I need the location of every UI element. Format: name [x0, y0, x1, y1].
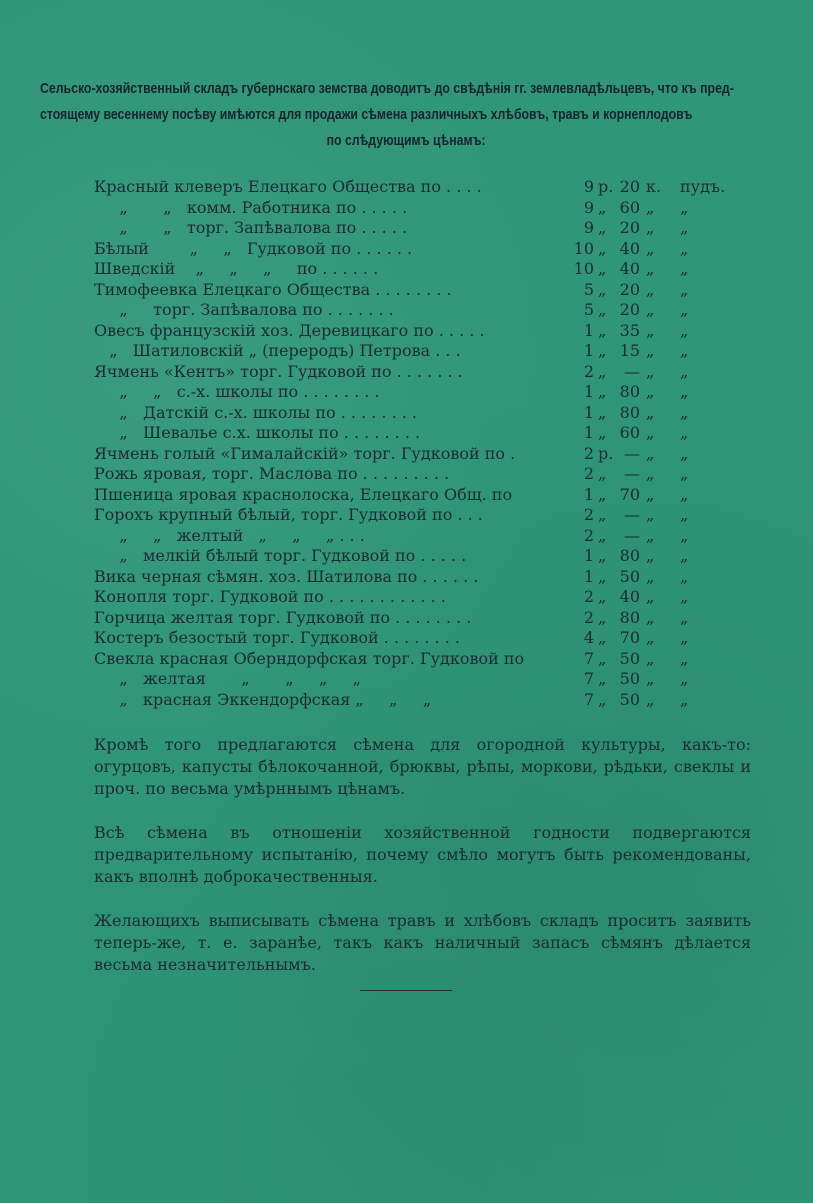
- price-kopecks-sign: „: [646, 300, 655, 319]
- price-kopecks-sign: „: [646, 628, 655, 647]
- price-rubles: 2: [583, 443, 594, 463]
- price-unit: пудъ.: [680, 177, 726, 196]
- price-row: [94, 546, 734, 567]
- price-kopecks-sign: „: [646, 197, 655, 217]
- price-rubles: 7: [583, 689, 594, 709]
- price-rubles-sign: „: [598, 218, 607, 237]
- price-row: [94, 505, 734, 526]
- price-rubles: 10: [573, 259, 594, 278]
- price-row: [94, 341, 734, 362]
- price-kopecks-sign: „: [646, 669, 655, 688]
- price-kopecks: 20: [619, 279, 640, 299]
- price-rubles-sign: „: [598, 320, 607, 340]
- price-rubles-sign: „: [598, 238, 607, 258]
- price-kopecks: —: [624, 443, 640, 463]
- price-kopecks-sign: „: [646, 505, 655, 524]
- price-rubles-sign: „: [598, 566, 607, 586]
- price-row: [94, 628, 734, 649]
- price-item-name: Овесъ французскій хоз. Деревицкаго по . . . . .: [94, 320, 485, 340]
- price-item-name: „ Шатиловскій „ (переродъ) Петрова . . .: [94, 341, 461, 360]
- price-kopecks-sign: „: [646, 587, 655, 606]
- price-row: [94, 485, 734, 506]
- price-row: [94, 526, 734, 547]
- price-kopecks: 40: [619, 587, 640, 606]
- price-item-name: Вика черная сѣмян. хоз. Шатилова по . . . . . .: [94, 566, 479, 586]
- price-unit: „: [680, 341, 689, 360]
- price-row: [94, 669, 734, 690]
- price-unit: „: [680, 423, 689, 442]
- closing-rule: [360, 990, 452, 991]
- price-kopecks: 80: [619, 402, 640, 422]
- price-kopecks: —: [624, 525, 640, 545]
- price-unit: „: [680, 259, 689, 278]
- price-kopecks: 80: [619, 607, 640, 627]
- price-rubles: 2: [583, 464, 594, 483]
- price-rubles-sign: „: [598, 525, 607, 545]
- price-unit: „: [680, 546, 689, 565]
- price-kopecks: 20: [619, 218, 640, 237]
- price-item-name: Тимофеевка Елецкаго Общества . . . . . . . .: [94, 279, 452, 299]
- price-item-name: „ „ с.-х. школы по . . . . . . . .: [94, 382, 380, 401]
- price-row: [94, 218, 734, 239]
- price-kopecks-sign: „: [646, 238, 655, 258]
- price-item-name: Бѣлый „ „ Гудковой по . . . . . .: [94, 238, 413, 258]
- price-row: [94, 608, 734, 629]
- price-item-name: „ торг. Запѣвалова по . . . . . . .: [94, 300, 394, 319]
- paragraph-seed-quality: Всѣ сѣмена въ отношеніи хозяйственной годности подвергаются предварительному испытанію, почему смѣло могутъ быть рекомендованы, какъ вполнѣ доброкачественныя.: [94, 823, 751, 886]
- price-rubles: 1: [583, 566, 594, 586]
- price-rubles-sign: „: [598, 546, 607, 565]
- price-row: [94, 444, 734, 465]
- price-rubles-sign: „: [598, 607, 607, 627]
- price-rubles: 9: [583, 218, 594, 237]
- price-rubles: 1: [583, 423, 594, 442]
- price-kopecks: 70: [619, 484, 640, 504]
- price-kopecks-sign: „: [646, 402, 655, 422]
- price-rubles-sign: р.: [598, 443, 614, 463]
- price-kopecks-sign: „: [646, 443, 655, 463]
- price-rubles-sign: „: [598, 669, 607, 688]
- price-row: [94, 300, 734, 321]
- price-rubles: 2: [583, 587, 594, 606]
- price-rubles: 9: [583, 197, 594, 217]
- price-rubles: 5: [583, 279, 594, 299]
- price-row: [94, 280, 734, 301]
- price-rubles: 2: [583, 361, 594, 381]
- price-unit: „: [680, 402, 689, 422]
- price-rubles: 5: [583, 300, 594, 319]
- announcement-heading: [40, 76, 772, 154]
- price-kopecks: 70: [619, 628, 640, 647]
- price-item-name: Костеръ безостый торг. Гудковой . . . . . . . .: [94, 628, 461, 647]
- price-kopecks-sign: „: [646, 259, 655, 278]
- price-kopecks: 20: [619, 177, 640, 196]
- price-item-name: Пшеница яровая краснолоскa, Елецкаго Общ. по: [94, 484, 513, 504]
- price-unit: „: [680, 689, 689, 709]
- price-kopecks: 40: [619, 259, 640, 278]
- price-kopecks: 50: [619, 689, 640, 709]
- price-item-name: „ Датскій с.-х. школы по . . . . . . . .: [94, 402, 418, 422]
- price-kopecks-sign: к.: [646, 177, 662, 196]
- price-rubles: 1: [583, 402, 594, 422]
- heading-line-2: стоящему весеннему посѣву имѣются для продажи сѣмена различныхъ хлѣбовъ, травъ и корнеплодовъ: [40, 106, 693, 123]
- price-row: [94, 464, 734, 485]
- price-row: [94, 649, 734, 670]
- price-item-name: Рожь яровая, торг. Маслова по . . . . . . . . .: [94, 464, 450, 483]
- price-kopecks-sign: „: [646, 382, 655, 401]
- price-kopecks: 15: [619, 341, 640, 360]
- price-rubles: 2: [583, 505, 594, 524]
- price-row: [94, 690, 734, 711]
- paragraph-order-request: Желающихъ выписывать сѣмена травъ и хлѣбовъ складъ проситъ заявить теперь-же, т. е. заранѣе, такъ какъ наличный запасъ сѣмянъ дѣлается весьма незначительнымъ.: [94, 911, 751, 974]
- price-row: [94, 382, 734, 403]
- price-kopecks: 50: [619, 669, 640, 688]
- price-item-name: „ „ комм. Работника по . . . . .: [94, 197, 408, 217]
- price-kopecks-sign: „: [646, 525, 655, 545]
- price-unit: „: [680, 607, 689, 627]
- price-list: [94, 177, 734, 710]
- price-unit: „: [680, 648, 689, 668]
- price-item-name: Горохъ крупный бѣлый, торг. Гудковой по . . .: [94, 505, 483, 524]
- price-rubles-sign: „: [598, 648, 607, 668]
- price-item-name: Ячмень «Кентъ» торг. Гудковой по . . . . . . .: [94, 361, 463, 381]
- price-row: [94, 423, 734, 444]
- price-kopecks-sign: „: [646, 464, 655, 483]
- price-rubles: 4: [583, 628, 594, 647]
- price-row: [94, 259, 734, 280]
- price-unit: „: [680, 382, 689, 401]
- price-rubles-sign: „: [598, 361, 607, 381]
- price-kopecks: 80: [619, 546, 640, 565]
- price-rubles-sign: „: [598, 587, 607, 606]
- price-rubles-sign: „: [598, 279, 607, 299]
- price-unit: „: [680, 484, 689, 504]
- price-kopecks: 60: [619, 197, 640, 217]
- price-item-name: Красный клеверъ Елецкаго Общества по . . . .: [94, 177, 482, 196]
- price-unit: „: [680, 300, 689, 319]
- price-kopecks: 35: [619, 320, 640, 340]
- price-unit: „: [680, 279, 689, 299]
- price-rubles-sign: „: [598, 464, 607, 483]
- price-row: [94, 239, 734, 260]
- price-row: [94, 587, 734, 608]
- price-kopecks-sign: „: [646, 320, 655, 340]
- price-rubles-sign: р.: [598, 177, 614, 196]
- price-rubles-sign: „: [598, 484, 607, 504]
- price-unit: „: [680, 361, 689, 381]
- price-kopecks: 50: [619, 648, 640, 668]
- price-unit: „: [680, 197, 689, 217]
- price-kopecks: 20: [619, 300, 640, 319]
- price-unit: „: [680, 587, 689, 606]
- price-unit: „: [680, 525, 689, 545]
- price-kopecks: —: [624, 505, 640, 524]
- price-rubles: 1: [583, 546, 594, 565]
- price-item-name: „ „ желтый „ „ „ . . .: [94, 525, 365, 545]
- price-row: [94, 177, 734, 198]
- price-rubles: 10: [573, 238, 594, 258]
- price-row: [94, 362, 734, 383]
- price-unit: „: [680, 443, 689, 463]
- price-rubles-sign: „: [598, 423, 607, 442]
- price-rubles: 1: [583, 320, 594, 340]
- price-item-name: Шведскій „ „ „ по . . . . . .: [94, 259, 379, 278]
- price-rubles-sign: „: [598, 259, 607, 278]
- price-kopecks: —: [624, 464, 640, 483]
- price-rubles: 2: [583, 525, 594, 545]
- price-rubles-sign: „: [598, 505, 607, 524]
- price-unit: „: [680, 505, 689, 524]
- price-kopecks-sign: „: [646, 607, 655, 627]
- price-rubles-sign: „: [598, 628, 607, 647]
- price-kopecks-sign: „: [646, 279, 655, 299]
- price-kopecks-sign: „: [646, 689, 655, 709]
- price-kopecks-sign: „: [646, 484, 655, 504]
- price-kopecks: 50: [619, 566, 640, 586]
- price-unit: „: [680, 218, 689, 237]
- price-rubles: 1: [583, 484, 594, 504]
- price-unit: „: [680, 464, 689, 483]
- price-kopecks: —: [624, 361, 640, 381]
- price-kopecks-sign: „: [646, 218, 655, 237]
- price-item-name: „ Шевалье с.х. школы по . . . . . . . .: [94, 423, 421, 442]
- price-rubles-sign: „: [598, 197, 607, 217]
- price-row: [94, 403, 734, 424]
- price-item-name: Конопля торг. Гудковой по . . . . . . . . . . . .: [94, 587, 446, 606]
- price-item-name: „ мелкій бѣлый торг. Гудковой по . . . . .: [94, 546, 467, 565]
- price-rubles-sign: „: [598, 402, 607, 422]
- price-kopecks-sign: „: [646, 423, 655, 442]
- price-rubles-sign: „: [598, 689, 607, 709]
- price-kopecks-sign: „: [646, 566, 655, 586]
- price-item-name: Ячмень голый «Гималайскій» торг. Гудковой по .: [94, 443, 516, 463]
- price-rubles: 7: [583, 648, 594, 668]
- price-item-name: Горчица желтая торг. Гудковой по . . . . . . . .: [94, 607, 472, 627]
- price-unit: „: [680, 320, 689, 340]
- price-row: [94, 198, 734, 219]
- price-kopecks: 40: [619, 238, 640, 258]
- price-kopecks-sign: „: [646, 648, 655, 668]
- price-rubles-sign: „: [598, 300, 607, 319]
- heading-line-1: Сельско-хозяйственный складъ губернскаго земства доводитъ до свѣдѣнія гг. землевладѣльцевъ, что къ пред-: [40, 80, 734, 97]
- price-rubles: 9: [583, 177, 594, 196]
- price-rubles: 2: [583, 607, 594, 627]
- price-item-name: „ „ торг. Запѣвалова по . . . . .: [94, 218, 408, 237]
- heading-line-3: по слѣдующимъ цѣнамъ:: [326, 132, 486, 149]
- price-rubles-sign: „: [598, 341, 607, 360]
- price-unit: „: [680, 669, 689, 688]
- price-rubles: 1: [583, 382, 594, 401]
- price-unit: „: [680, 238, 689, 258]
- price-item-name: „ желтая „ „ „ „: [94, 669, 362, 688]
- price-kopecks-sign: „: [646, 361, 655, 381]
- price-kopecks: 80: [619, 382, 640, 401]
- price-rubles: 1: [583, 341, 594, 360]
- price-unit: „: [680, 566, 689, 586]
- price-rubles-sign: „: [598, 382, 607, 401]
- price-row: [94, 321, 734, 342]
- price-unit: „: [680, 628, 689, 647]
- price-item-name: „ красная Эккендорфская „ „ „: [94, 689, 432, 709]
- price-row: [94, 567, 734, 588]
- price-kopecks-sign: „: [646, 341, 655, 360]
- price-item-name: Свекла красная Оберндорфская торг. Гудковой по: [94, 648, 525, 668]
- price-kopecks-sign: „: [646, 546, 655, 565]
- price-rubles: 7: [583, 669, 594, 688]
- paragraph-vegetable-seeds: Кромѣ того предлагаются сѣмена для огородной культуры, какъ-то: огурцовъ, капусты бѣлокочанной, брюквы, рѣпы, моркови, рѣдьки, свеклы и проч. по весьма умѣрннымъ цѣнамъ.: [94, 735, 751, 798]
- price-kopecks: 60: [619, 423, 640, 442]
